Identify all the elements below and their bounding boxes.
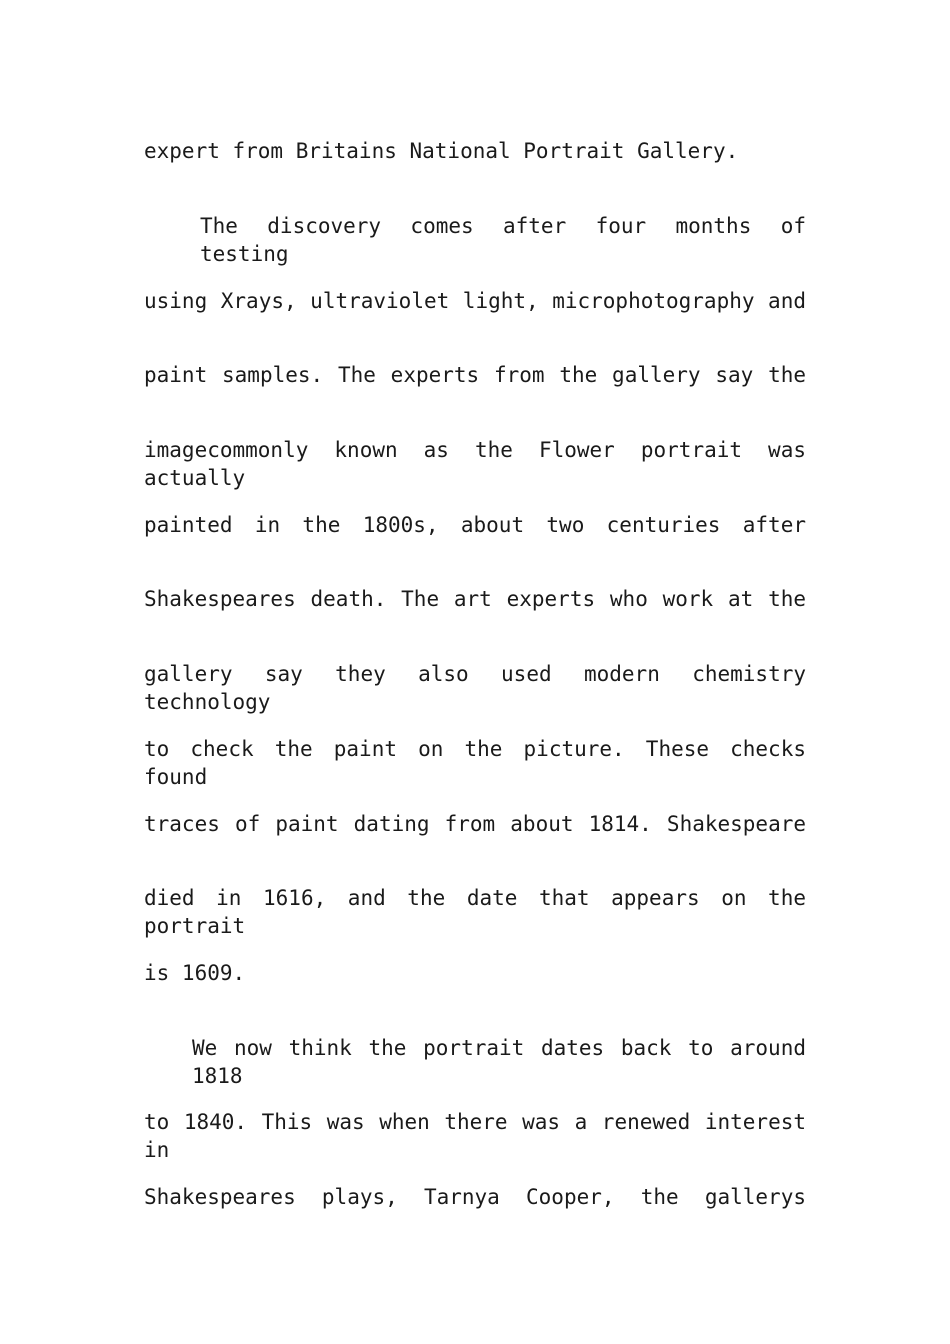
paragraph-2-line-5: painted in the 1800s, about two centuries after bbox=[144, 513, 806, 537]
paragraph-2-line-2: using Xrays, ultraviolet light, microphotography and bbox=[144, 289, 806, 313]
paragraph-2-line-6: Shakespeares death. The art experts who work at the bbox=[144, 587, 806, 611]
paragraph-2-line-10: died in 1616, and the date that appears on the portrait bbox=[144, 886, 806, 938]
paragraph-2-line-7: gallery say they also used modern chemistry technology bbox=[144, 662, 806, 714]
paragraph-2-line-4: imagecommonly known as the Flower portrait was actually bbox=[144, 438, 806, 490]
paragraph-2-line-9: traces of paint dating from about 1814. Shakespeare bbox=[144, 812, 806, 836]
paragraph-2-line-1: The discovery comes after four months of testing bbox=[200, 214, 806, 266]
paragraph-2-line-11: is 1609. bbox=[144, 961, 246, 985]
paragraph-3-line-2: to 1840. This was when there was a renewed interest in bbox=[144, 1110, 806, 1162]
paragraph-3-line-1: We now think the portrait dates back to around 1818 bbox=[192, 1036, 806, 1088]
text-line-1: expert from Britains National Portrait Gallery. bbox=[144, 139, 739, 163]
paragraph-2-line-3: paint samples. The experts from the gallery say the bbox=[144, 363, 806, 387]
paragraph-2-line-8: to check the paint on the picture. These checks found bbox=[144, 737, 806, 789]
paragraph-3-line-3: Shakespeares plays, Tarnya Cooper, the gallerys bbox=[144, 1185, 806, 1209]
